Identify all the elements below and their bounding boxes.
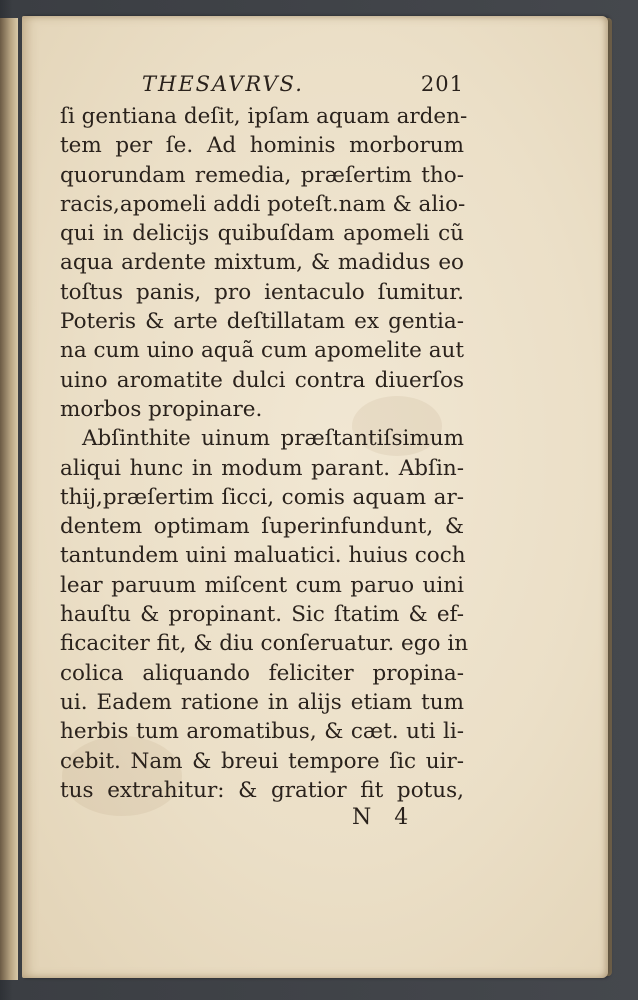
text-line: tem per ſe. Ad hominis morborum [60,133,464,159]
text-line: uino aromatite dulci contra diuerſos [60,367,464,393]
text-line: tus extrahitur: & gratior fit potus, [60,777,464,803]
text-block [60,72,474,835]
page-number: 201 [420,72,464,96]
text-line: quorundam remedia, præſertim tho- [60,162,464,188]
text-line: tantundem uini maluatici. huius coch [60,543,466,569]
text-line: ficaciter fit, & diu conſeruatur. ego in [60,631,469,657]
text-line: ui. Eadem ratione in alijs etiam tum [60,689,464,715]
text-line: lear paruum miſcent cum paruo uini [60,572,464,598]
signature-mark [60,805,474,835]
running-head [60,72,474,102]
text-line: aliqui hunc in modum parant. Abſin- [60,455,464,481]
text-line: aqua ardente mixtum, & madidus eo [60,250,464,276]
text-line: hauſtu & propinant. Sic ſtatim & ef- [60,602,464,628]
text-line: cebit. Nam & breui tempore ſic uir- [60,748,464,774]
text-line: qui in delicijs quibuſdam apomeli cũ [60,221,464,247]
text-line: ſi gentiana deſit, ipſam aquam arden- [60,104,468,129]
text-line: Poteris & arte deſtillatam ex gentia- [60,309,464,335]
text-line: toſtus panis, pro ientaculo ſumitur. [60,279,464,305]
facing-page-edge [0,18,18,980]
text-line: dentem optimam ſuperinfundunt, & [60,514,464,540]
text-line: racis,apomeli addi poteſt.nam & alio- [60,191,466,217]
text-line: herbis tum aromatibus, & cæt. uti li- [60,719,464,745]
text-line: morbos propinare. [60,396,263,422]
text-line: na cum uino aquã cum apomelite aut [60,338,465,364]
text-line: Abſinthite uinum præſtantiſsimum [82,426,464,452]
signature-text: N 4 [352,805,417,831]
running-title: THESAVRVS. [142,72,304,96]
text-line: colica aliquando feliciter propina- [60,660,464,686]
text-line: thij,præſertim ſicci, comis aquam ar- [60,484,464,510]
